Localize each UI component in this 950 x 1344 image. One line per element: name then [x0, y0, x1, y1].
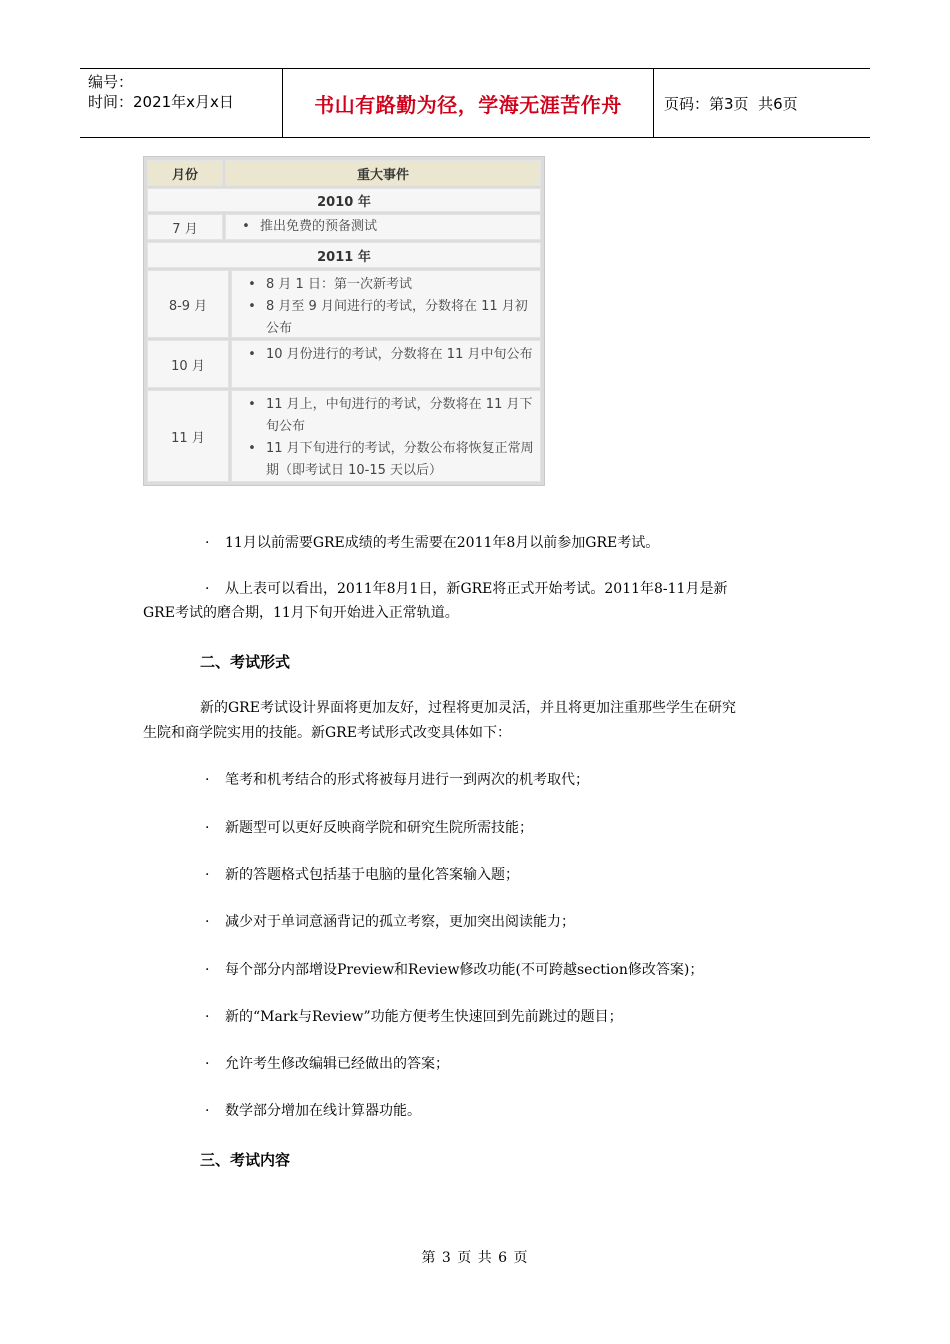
event-cell-nov — [231, 390, 541, 482]
year-row-2010: 2010 年 — [147, 188, 541, 212]
list-item: · 新的“Mark与Review”功能方便考生快速回到先前跳过的题目； — [205, 1009, 623, 1025]
table-header-month: 月份 — [147, 160, 223, 186]
list-item: · 每个部分内部增设Preview和Review修改功能(不可跨越section修改答案)； — [205, 962, 704, 978]
event-cell-jul — [225, 214, 541, 240]
note-item: · 11月以前需要GRE成绩的考生需要在2011年8月以前参加GRE考试。 — [205, 531, 659, 555]
page-footer: 第 3 页 共 6 页 — [421, 1250, 529, 1266]
gre-schedule-table — [143, 156, 545, 486]
note-text: 11月以前需要GRE成绩的考生需要在2011年8月以前参加GRE考试。 — [225, 535, 660, 551]
list-item: · 笔考和机考结合的形式将被每月进行一到两次的机考取代； — [205, 772, 589, 788]
month-cell-jul: 7 月 — [147, 214, 223, 240]
note-text: 从上表可以看出，2011年8月1日，新GRE将正式开始考试。2011年8-11月是新 — [225, 581, 728, 597]
list-item: · 新的答题格式包括基于电脑的量化答案输入题； — [205, 867, 519, 883]
section-title: 三、考试内容 — [200, 1151, 291, 1169]
list-item: • 10 月份进行的考试，分数将在 11 月中旬公布 — [248, 347, 533, 362]
list-item: • 推出免费的预备测试 — [242, 219, 378, 234]
list-item: · 减少对于单词意涵背记的孤立考察，更加突出阅读能力； — [205, 914, 575, 930]
list-item: • 8 月 1 日：第一次新考试 — [248, 277, 412, 292]
note-text-continued: GRE考试的磨合期，11月下旬开始进入正常轨道。 — [143, 605, 459, 621]
note-item: · 从上表可以看出，2011年8月1日，新GRE将正式开始考试。2011年8-11月是新 — [205, 581, 728, 597]
header-page-label: 页码：第3页 共6页 — [664, 94, 798, 113]
list-item: · 新题型可以更好反映商学院和研究生院所需技能； — [205, 820, 533, 836]
list-item: • 11 月上，中旬进行的考试，分数将在 11 月下旬公布 — [248, 397, 533, 434]
table-header-event: 重大事件 — [225, 160, 541, 186]
time-label: 时间：2021年x月x日 — [88, 93, 234, 111]
month-cell-aug-sep: 8-9 月 — [147, 270, 229, 338]
header-motto: 书山有路勤为径，学海无涯苦作舟 — [314, 92, 622, 117]
page-header — [80, 68, 870, 138]
list-item: • 8 月至 9 月间进行的考试，分数将在 11 月初公布 — [248, 299, 528, 336]
section-title: 二、考试形式 — [200, 653, 291, 671]
header-meta — [88, 72, 283, 112]
list-item: · 允许考生修改编辑已经做出的答案； — [205, 1056, 449, 1072]
section-intro-continued: 生院和商学院实用的技能。新GRE考试形式改变具体如下： — [143, 725, 511, 741]
list-item: · 数学部分增加在线计算器功能。 — [205, 1103, 421, 1119]
month-cell-oct: 10 月 — [147, 340, 229, 388]
serial-label: 编号： — [88, 73, 134, 91]
event-cell-oct — [231, 340, 541, 388]
event-cell-aug-sep — [231, 270, 541, 338]
year-row-2011: 2011 年 — [147, 242, 541, 268]
header-divider — [653, 69, 654, 137]
section-intro: 新的GRE考试设计界面将更加友好，过程将更加灵活，并且将更加注重那些学生在研究 — [200, 700, 736, 716]
month-cell-nov: 11 月 — [147, 390, 229, 482]
list-item: • 11 月下旬进行的考试，分数公布将恢复正常周期（即考试日 10-15 天以后） — [248, 441, 534, 478]
